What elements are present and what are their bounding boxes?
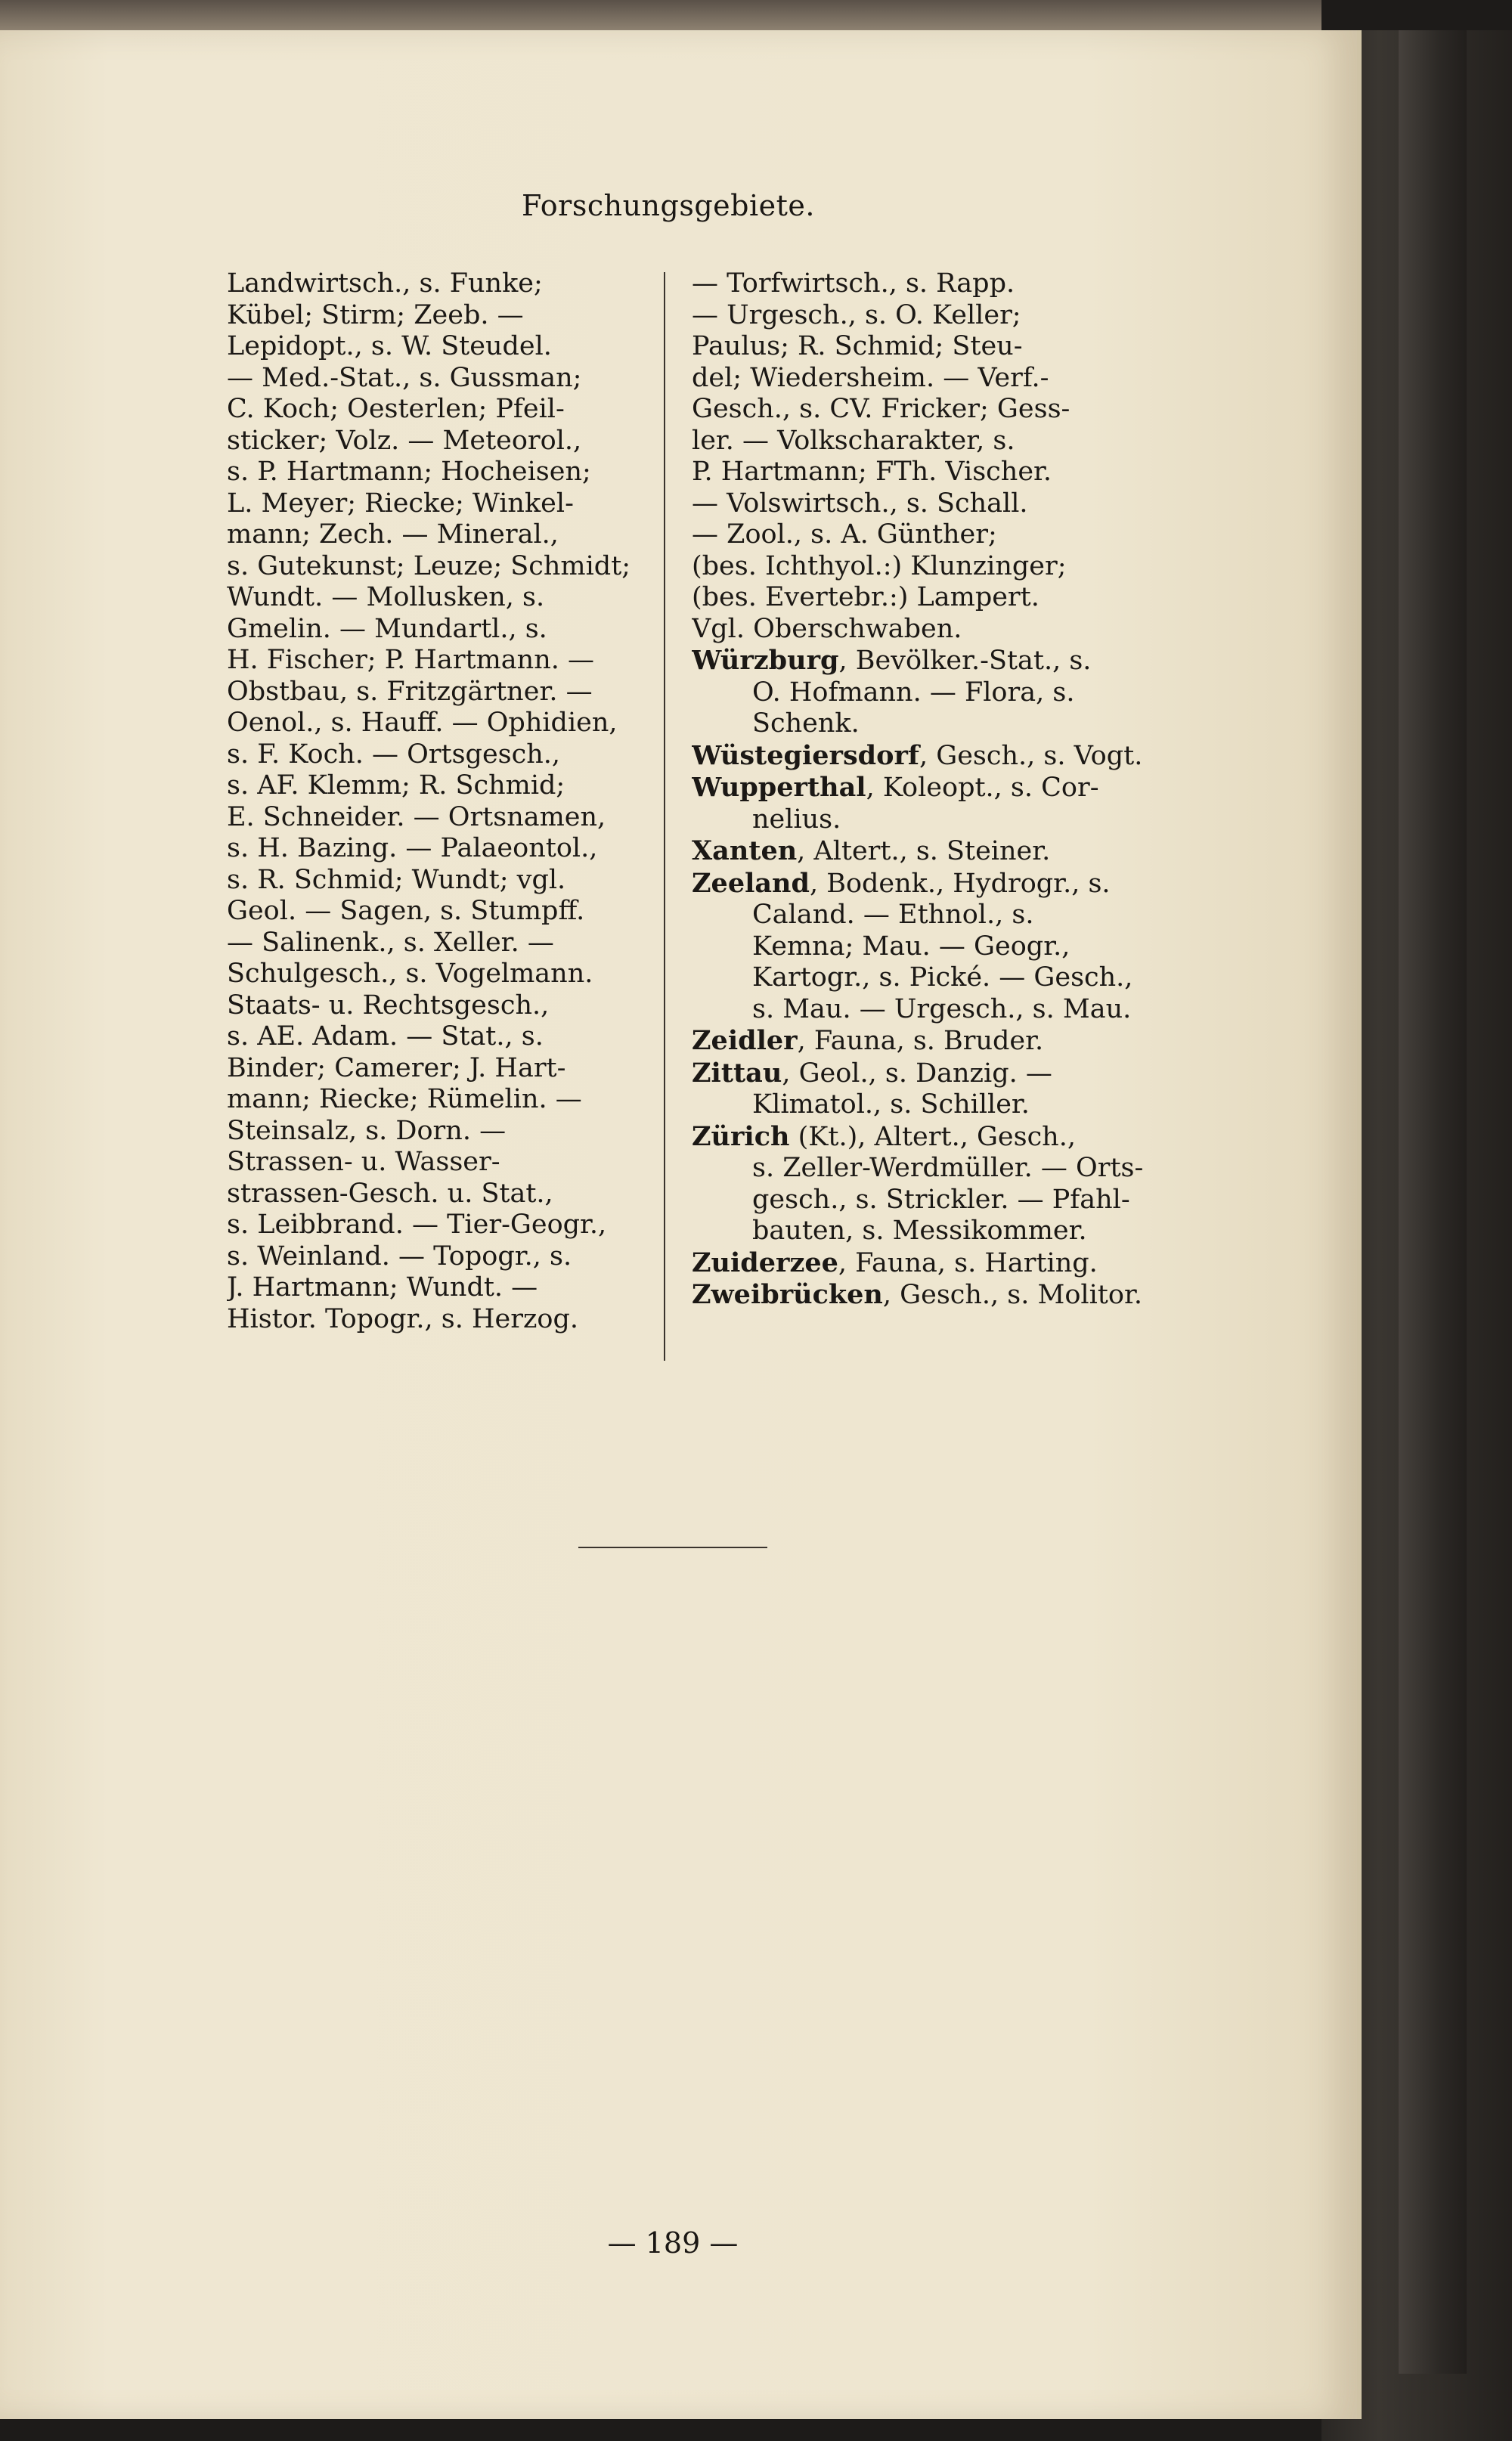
entry-text: Caland. — Ethnol., s.: [752, 900, 1034, 930]
entry-text: — Zool., s. A. Günther;: [692, 519, 997, 550]
entry-text: s. Zeller-Werdmüller. — Orts-: [752, 1153, 1144, 1183]
index-line: [692, 1121, 1176, 1154]
index-line: s. Weinland. — Topogr., s.: [227, 1241, 572, 1272]
place-name: Wüstegiersdorf: [692, 739, 919, 771]
index-line: [692, 868, 1176, 900]
page-header: Forschungsgebiete.: [522, 189, 815, 222]
entry-text: , Gesch., s. Molitor.: [882, 1280, 1142, 1310]
index-line: s. AE. Adam. — Stat., s.: [227, 1021, 544, 1052]
entry-text: , Fauna, s. Bruder.: [797, 1026, 1044, 1056]
index-line: C. Koch; Oesterlen; Pfeil-: [227, 394, 565, 424]
entry-text: , Gesch., s. Vogt.: [919, 740, 1143, 771]
entry-text: s. Mau. — Urgesch., s. Mau.: [752, 993, 1132, 1024]
index-line: Gmelin. — Mundartl., s.: [227, 613, 547, 644]
index-line: [692, 551, 1176, 583]
entry-text: del; Wiedersheim. — Verf.-: [692, 362, 1049, 393]
index-line: [692, 457, 1176, 488]
index-line: mann; Riecke; Rümelin. —: [227, 1084, 582, 1114]
entry-text: ler. — Volkscharakter, s.: [692, 425, 1015, 456]
place-name: Zittau: [692, 1057, 782, 1089]
place-name: Zeidler: [692, 1025, 798, 1056]
entry-text: Paulus; R. Schmid; Steu-: [692, 331, 1023, 361]
index-line: [692, 488, 1176, 520]
index-line: s. R. Schmid; Wundt; vgl.: [227, 864, 566, 895]
index-line: [692, 804, 1176, 836]
page-number: — 189 —: [607, 2226, 739, 2260]
index-line: E. Schneider. — Ortsnamen,: [227, 801, 606, 832]
index-line: [692, 300, 1176, 332]
index-line: [692, 1058, 1176, 1090]
index-line: [692, 1153, 1176, 1185]
index-line: Histor. Topogr., s. Herzog.: [227, 1303, 579, 1334]
end-rule: [578, 1547, 767, 1548]
place-name: Zeeland: [692, 867, 810, 899]
index-line: s. H. Bazing. — Palaeontol.,: [227, 833, 598, 863]
entry-text: O. Hofmann. — Flora, s.: [752, 677, 1075, 708]
place-name: Zweibrücken: [692, 1279, 883, 1310]
index-line: [692, 1185, 1176, 1216]
index-line: [692, 1089, 1176, 1121]
page-top-edge: [0, 0, 1321, 30]
entry-text: gesch., s. Strickler. — Pfahl-: [752, 1184, 1130, 1215]
index-line: [692, 363, 1176, 395]
entry-text: P. Hartmann; FTh. Vischer.: [692, 457, 1052, 487]
index-line: s. Gutekunst; Leuze; Schmidt;: [227, 550, 631, 581]
index-line: Schulgesch., s. Vogelmann.: [227, 959, 593, 989]
index-line: [692, 394, 1176, 426]
entry-text: Kartogr., s. Pické. — Gesch.,: [752, 962, 1133, 993]
index-line: mann; Zech. — Mineral.,: [227, 519, 559, 550]
index-line: L. Meyer; Riecke; Winkel-: [227, 488, 574, 519]
entry-text: , Bodenk., Hydrogr., s.: [809, 868, 1111, 899]
index-line: [692, 645, 1176, 677]
index-line: [692, 708, 1176, 740]
index-line: s. F. Koch. — Ortsgesch.,: [227, 739, 561, 770]
index-line: Geol. — Sagen, s. Stumpff.: [227, 896, 585, 926]
index-line: [692, 1216, 1176, 1247]
index-line: Kübel; Stirm; Zeeb. —: [227, 299, 524, 330]
entry-text: , Fauna, s. Harting.: [838, 1247, 1098, 1278]
entry-text: — Urgesch., s. O. Keller;: [692, 299, 1021, 330]
index-line: Strassen- u. Wasser-: [227, 1147, 500, 1177]
left-column: [227, 268, 658, 1335]
index-line: [692, 614, 1176, 646]
index-line: H. Fischer; P. Hartmann. —: [227, 645, 595, 675]
index-line: [692, 677, 1176, 709]
entry-text: — Torfwirtsch., s. Rapp.: [692, 268, 1015, 299]
index-line: [692, 582, 1176, 614]
index-line: Obstbau, s. Fritzgärtner. —: [227, 676, 593, 707]
index-line: [692, 835, 1176, 868]
index-line: J. Hartmann; Wundt. —: [227, 1272, 538, 1303]
index-line: Wundt. — Mollusken, s.: [227, 582, 545, 612]
index-line: [692, 994, 1176, 1026]
index-line: sticker; Volz. — Meteorol.,: [227, 425, 582, 456]
right-column: [692, 268, 1176, 1312]
index-line: s. AF. Klemm; R. Schmid;: [227, 770, 565, 801]
entry-text: Klimatol., s. Schiller.: [752, 1089, 1030, 1120]
entry-text: Vgl. Oberschwaben.: [692, 613, 962, 644]
place-name: Zürich: [692, 1120, 790, 1152]
entry-text: (Kt.), Altert., Gesch.,: [789, 1121, 1076, 1152]
place-name: Würzburg: [692, 645, 839, 676]
cover-edge: [1399, 30, 1467, 2374]
entry-text: — Volswirtsch., s. Schall.: [692, 488, 1028, 519]
index-line: [692, 426, 1176, 457]
place-name: Xanten: [692, 835, 798, 866]
entry-text: (bes. Ichthyol.:) Klunzinger;: [692, 550, 1067, 581]
index-line: s. Leibbrand. — Tier-Geogr.,: [227, 1210, 607, 1240]
entry-text: bauten, s. Messikommer.: [752, 1216, 1087, 1246]
place-name: Zuiderzee: [692, 1247, 838, 1278]
index-line: [692, 331, 1176, 363]
index-line: — Salinenk., s. Xeller. —: [227, 927, 554, 958]
entry-text: , Altert., s. Steiner.: [797, 836, 1051, 866]
index-line: Staats- u. Rechtsgesch.,: [227, 990, 550, 1021]
index-line: [692, 772, 1176, 804]
index-line: [692, 519, 1176, 551]
index-line: [692, 1279, 1176, 1312]
index-line: Steinsalz, s. Dorn. —: [227, 1115, 507, 1146]
entry-text: Kemna; Mau. — Geogr.,: [752, 931, 1070, 962]
index-line: [692, 962, 1176, 994]
index-line: [692, 740, 1176, 773]
index-line: s. P. Hartmann; Hocheisen;: [227, 457, 591, 487]
entry-text: nelius.: [752, 804, 841, 835]
entry-text: (bes. Evertebr.:) Lampert.: [692, 582, 1040, 612]
entry-text: , Bevölker.-Stat., s.: [838, 646, 1092, 676]
index-line: Binder; Camerer; J. Hart-: [227, 1052, 566, 1083]
entry-text: , Koleopt., s. Cor-: [866, 773, 1099, 803]
index-line: Landwirtsch., s. Funke;: [227, 268, 543, 299]
index-line: [692, 900, 1176, 931]
entry-text: Schenk.: [752, 708, 860, 739]
index-line: [692, 1247, 1176, 1280]
entry-text: , Geol., s. Danzig. —: [782, 1058, 1052, 1089]
index-line: Lepidopt., s. W. Steudel.: [227, 331, 552, 361]
entry-text: Gesch., s. CV. Fricker; Gess-: [692, 394, 1070, 424]
index-line: Oenol., s. Hauff. — Ophidien,: [227, 708, 618, 738]
index-line: [692, 1025, 1176, 1058]
index-line: strassen-Gesch. u. Stat.,: [227, 1178, 553, 1209]
index-line: — Med.-Stat., s. Gussman;: [227, 362, 582, 393]
index-line: [692, 931, 1176, 963]
column-divider: [664, 272, 665, 1361]
index-line: [692, 268, 1176, 300]
place-name: Wupperthal: [692, 772, 866, 803]
